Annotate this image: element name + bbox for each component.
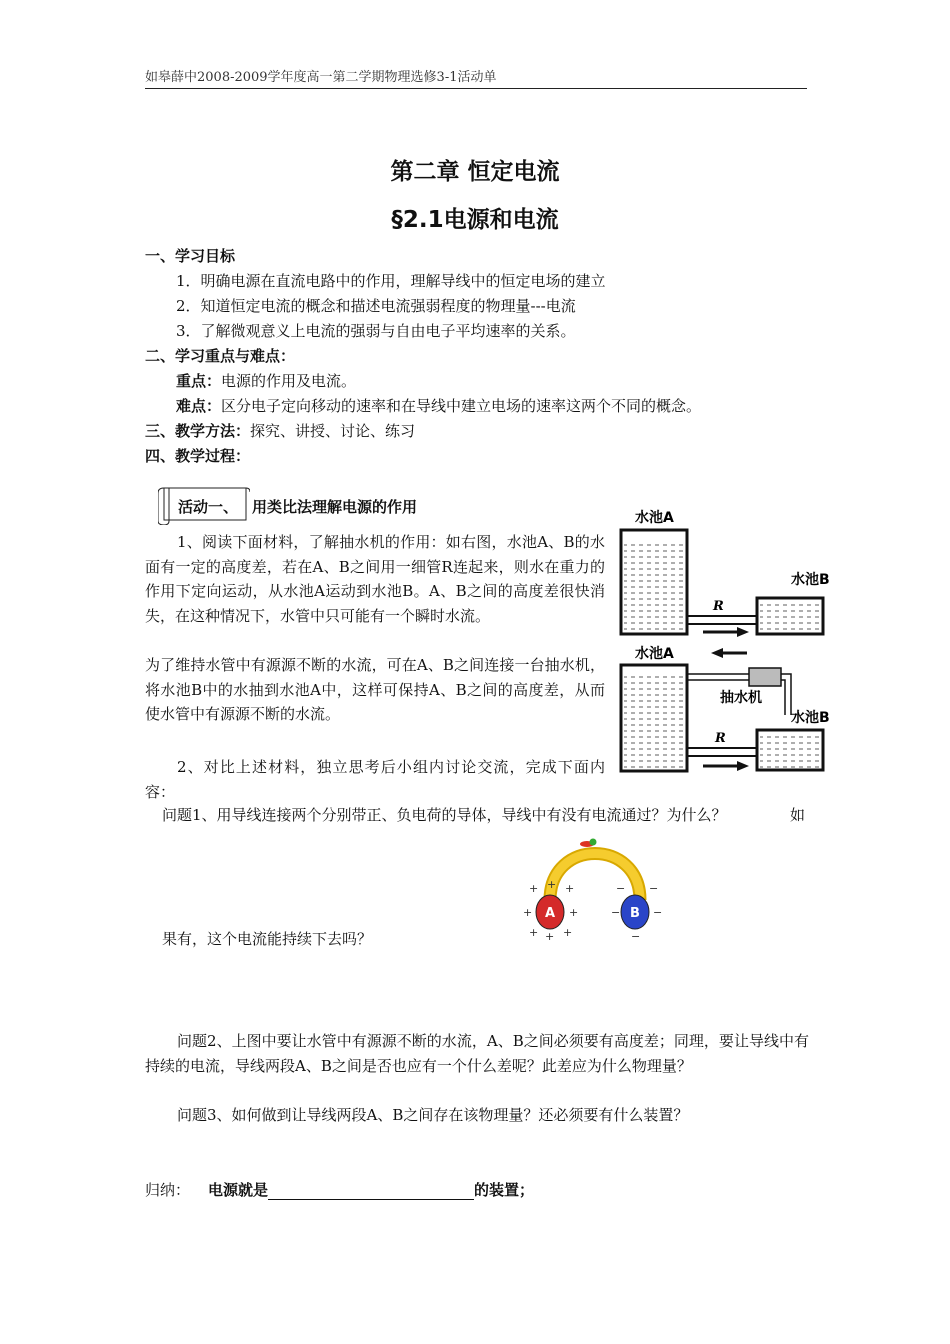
material-paragraph-3: 2、对比上述材料，独立思考后小组内讨论交流，完成下面内容： xyxy=(145,758,605,801)
method-text: 探究、讲授、讨论、练习 xyxy=(250,422,416,440)
plus-sign: + xyxy=(547,878,557,891)
question-1-line-1: 问题1、用导线连接两个分别带正、负电荷的导体，导线中有没有电流通过？为什么？ xyxy=(162,806,727,824)
material-paragraph-2: 为了维持水管中有源源不断的水流，可在A、B之间连接一台抽水机，将水池B中的水抽到水池A中，这样可保持A、B之间的高度差，从而使水管中有源源不断的水流。 xyxy=(145,656,605,723)
minus-sign: − xyxy=(649,882,659,895)
focus-heading: 二、学习重点与难点： xyxy=(145,347,296,365)
minus-sign: − xyxy=(653,906,663,919)
summary-label: 归纳： xyxy=(145,1181,191,1199)
method-heading: 三、教学方法： xyxy=(145,422,251,440)
hard-text: 区分电子定向移动的速率和在导线中建立电场的速率这两个不同的概念。 xyxy=(221,397,702,415)
conductor-b-label: B xyxy=(630,906,640,921)
section-title: §2.1电源和电流 xyxy=(391,207,559,233)
electron-icon xyxy=(590,839,597,846)
pipe-label-2: R xyxy=(715,731,726,746)
pool-b-water-2 xyxy=(760,736,820,768)
pool-b-water xyxy=(760,604,820,632)
page-header xyxy=(145,66,807,89)
answer-blank[interactable] xyxy=(268,1184,474,1200)
plus-sign: + xyxy=(529,926,539,939)
plus-sign: + xyxy=(529,882,539,895)
pool-a-label-2: 水池A xyxy=(635,646,674,662)
pump-label: 抽水机 xyxy=(720,690,762,706)
method-line xyxy=(145,420,415,441)
question-1-line-2: 果有，这个电流能持续下去吗？ xyxy=(162,930,373,948)
summary-suffix: 的装置； xyxy=(474,1181,535,1199)
pool-b-label-2: 水池B xyxy=(791,710,830,726)
plus-sign: + xyxy=(565,882,575,895)
pump-arrow-head xyxy=(711,648,723,658)
question-2: 问题2、上图中要让水管中有源源不断的水流，A、B之间必须要有高度差；同理，要让导线中有持续的电流，导线两段A、B之间是否也应有一个什么差呢？此差应为什么物理量？ xyxy=(145,1032,809,1075)
minus-sign: − xyxy=(631,930,641,943)
plus-sign: + xyxy=(545,930,555,943)
question-3: 问题3、如何做到让导线两段A、B之间存在该物理量？还必须要有什么装置？ xyxy=(177,1106,689,1124)
wire-arch-inner xyxy=(550,854,640,901)
activity-heading xyxy=(178,496,417,517)
flow-arrow-head-2 xyxy=(737,761,749,771)
question-1-tail: 如 xyxy=(790,806,806,824)
goal-item: 1．明确电源在直流电路中的作用，理解导线中的恒定电场的建立 xyxy=(176,272,606,290)
pump-icon xyxy=(749,668,781,686)
flow-arrow-head xyxy=(737,627,749,637)
key-point xyxy=(176,370,356,391)
hard-label: 难点： xyxy=(176,397,222,415)
activity-label: 活动一、 xyxy=(178,498,239,516)
key-text: 电源的作用及电流。 xyxy=(221,372,357,390)
summary-line xyxy=(145,1179,534,1200)
goals-heading: 一、学习目标 xyxy=(145,247,236,265)
difficult-point xyxy=(176,395,701,416)
pool-b-label: 水池B xyxy=(791,572,830,588)
pool-a-water xyxy=(624,540,684,632)
header-text: 如皋薛中2008-2009学年度高一第二学期物理选修3-1活动单 xyxy=(145,70,497,85)
conductor-a-label: A xyxy=(545,906,556,921)
chapter-title: 第二章 恒定电流 xyxy=(390,159,560,185)
plus-sign: + xyxy=(523,906,533,919)
process-heading: 四、教学过程： xyxy=(145,447,251,465)
activity-title-text: 用类比法理解电源的作用 xyxy=(252,498,418,516)
plus-sign: + xyxy=(569,906,579,919)
key-label: 重点： xyxy=(176,372,222,390)
plus-sign: + xyxy=(563,926,573,939)
goal-item: 3．了解微观意义上电流的强弱与自由电子平均速率的关系。 xyxy=(176,322,576,340)
summary-prefix: 电源就是 xyxy=(208,1181,269,1199)
charged-conductors-figure xyxy=(515,828,675,943)
goal-item: 2．知道恒定电流的概念和描述电流强弱程度的物理量---电流 xyxy=(176,297,576,315)
pool-a-water-2 xyxy=(624,675,684,769)
pool-a-label: 水池A xyxy=(635,510,674,526)
material-paragraph-1: 1、阅读下面材料，了解抽水机的作用：如右图，水池A、B的水面有一定的高度差，若在A、B之间用一细管R连起来，则水在重力的作用下定向运动，从水池A运动到水池B。A、B之间的高度差很快消失，在这种情况下，水管中只可能有一个瞬时水流。 xyxy=(145,533,605,625)
minus-sign: − xyxy=(616,882,626,895)
minus-sign: − xyxy=(611,906,621,919)
pipe-label: R xyxy=(713,599,724,614)
water-pump-figure xyxy=(615,500,835,780)
